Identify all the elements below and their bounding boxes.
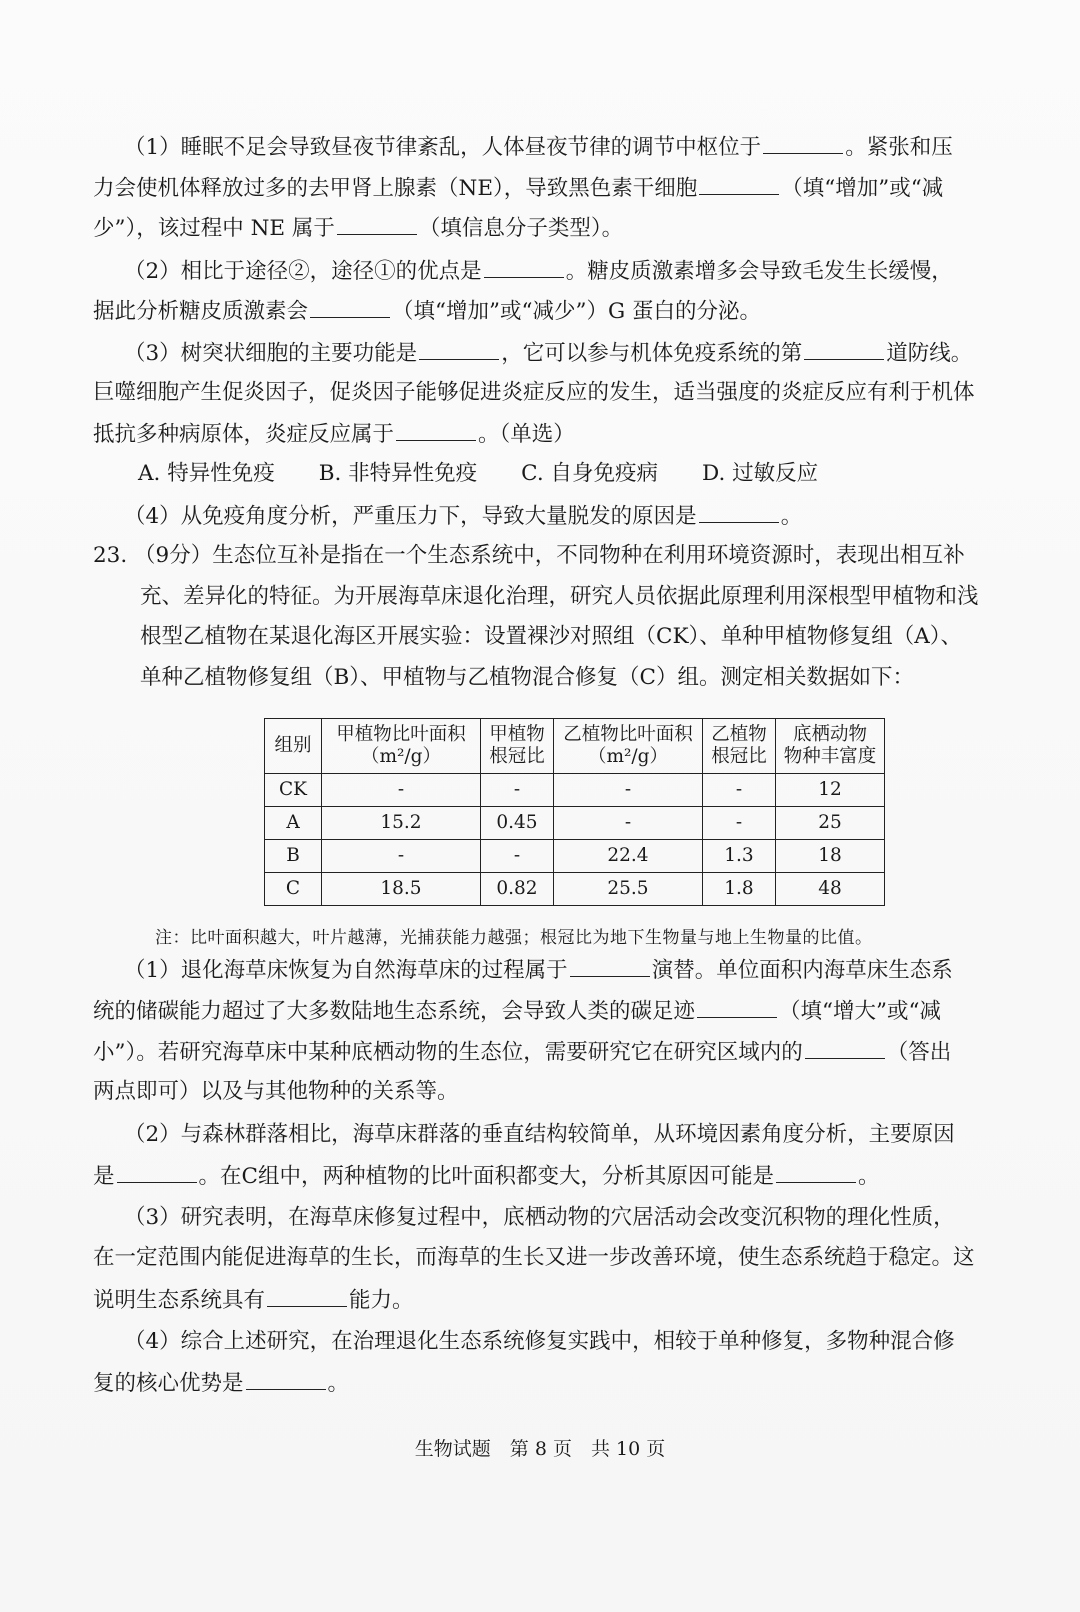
text: 演替。单位面积内海草床生态系 [651, 958, 953, 983]
table-cell: 1.8 [703, 873, 776, 906]
table-row [265, 840, 885, 873]
answer-blank[interactable] [310, 295, 390, 318]
option-b[interactable]: B. 非特异性免疫 [318, 461, 478, 486]
table-cell: 0.45 [481, 807, 554, 840]
header-a-sla [322, 719, 481, 774]
table-cell: B [265, 840, 322, 873]
text: 。 [327, 1371, 350, 1396]
table-cell: - [481, 840, 554, 873]
header-b-sla [554, 719, 703, 774]
text: 道防线。 [886, 341, 973, 366]
header-unit: （m²/g） [360, 746, 442, 767]
page-footer: 生物试题 第 8 页 共 10 页 [414, 1438, 666, 1460]
answer-blank[interactable] [396, 418, 476, 441]
q22-part1-line2 [93, 172, 985, 204]
text: 。在C组中，两种植物的比叶面积都变大，分析其原因可能是 [198, 1164, 774, 1189]
q23-stem-line3: 根型乙植物在某退化海区开展实验：设置裸沙对照组（CK）、单种甲植物修复组（A）、 [140, 624, 963, 649]
text: 。 [857, 1164, 880, 1189]
text: 力会使机体释放过多的去甲肾上腺素（NE），导致黑色素干细胞 [93, 176, 698, 201]
table-cell: - [554, 774, 703, 807]
text: （3）树突状细胞的主要功能是 [124, 341, 418, 366]
table-cell: 0.82 [481, 873, 554, 906]
q22-part1-line1 [124, 131, 985, 163]
table-cell: - [322, 774, 481, 807]
text: 复的核心优势是 [93, 1371, 244, 1396]
data-table [264, 718, 885, 906]
answer-blank[interactable] [776, 1160, 856, 1183]
header-benthic-richness [776, 719, 885, 774]
text: （填“增加”或“减少”）G 蛋白的分泌。 [392, 299, 761, 324]
answer-blank[interactable] [117, 1160, 197, 1183]
answer-blank[interactable] [699, 172, 779, 195]
answer-blank[interactable] [805, 1036, 885, 1059]
option-a[interactable]: A. 特异性免疫 [138, 461, 275, 486]
answer-blank[interactable] [763, 131, 843, 154]
answer-blank[interactable] [419, 337, 499, 360]
header-text: 底栖动物 [792, 724, 867, 745]
q23-part2-line2 [93, 1160, 985, 1192]
table-cell: - [481, 774, 554, 807]
table-cell: - [703, 807, 776, 840]
q23-part4-line1: （4）综合上述研究，在治理退化生态系统修复实践中，相较于单种修复，多物种混合修 [124, 1329, 955, 1354]
table-cell: 25.5 [554, 873, 703, 906]
text: （答出 [886, 1040, 952, 1065]
q23-stem-line4: 单种乙植物修复组（B）、甲植物与乙植物混合修复（C）组。测定相关数据如下： [140, 665, 915, 690]
text: 少”），该过程中 NE 属于 [93, 216, 335, 241]
q22-part2-line1 [124, 255, 985, 287]
text: 。 [780, 504, 803, 529]
q22-part2-line2 [93, 295, 985, 327]
table-cell: 18 [776, 840, 885, 873]
text: （1）睡眠不足会导致昼夜节律紊乱，人体昼夜节律的调节中枢位于 [124, 135, 762, 160]
table-cell: C [265, 873, 322, 906]
table-cell: - [322, 840, 481, 873]
table-cell: 1.3 [703, 840, 776, 873]
table-note: 注：比叶面积越大，叶片越薄，光捕获能力越强；根冠比为地下生物量与地上生物量的比值。 [155, 928, 873, 948]
option-c[interactable]: C. 自身免疫病 [521, 461, 659, 486]
answer-blank[interactable] [267, 1284, 347, 1307]
header-text: 甲植物比叶面积 [336, 724, 466, 745]
table-cell: 48 [776, 873, 885, 906]
q23-stem-line2: 充、差异化的特征。为开展海草床退化治理，研究人员依据此原理利用深根型甲植物和浅 [140, 584, 979, 609]
header-a-root-shoot [481, 719, 554, 774]
text: ，它可以参与机体免疫系统的第 [501, 341, 803, 366]
table-header-row [265, 719, 885, 774]
text: （填“增大”或“减 [779, 999, 941, 1024]
text: （填“增加”或“减 [781, 176, 944, 201]
answer-blank[interactable] [337, 212, 417, 235]
table-cell: 22.4 [554, 840, 703, 873]
table-row [265, 873, 885, 906]
text: （填信息分子类型）。 [418, 216, 624, 241]
table-cell: 12 [776, 774, 885, 807]
header-text: 根冠比 [489, 746, 545, 767]
text: 抵抗多种病原体，炎症反应属于 [93, 422, 395, 447]
option-d[interactable]: D. 过敏反应 [702, 461, 819, 486]
q23-part3-line1: （3）研究表明，在海草床修复过程中，底栖动物的穴居活动会改变沉积物的理化性质， [124, 1205, 955, 1230]
q22-part3-line3 [93, 418, 985, 450]
answer-blank[interactable] [699, 500, 779, 523]
header-unit: （m²/g） [587, 746, 669, 767]
answer-blank[interactable] [697, 995, 777, 1018]
q23-part1-line2 [93, 995, 985, 1027]
header-text: 甲植物 [489, 724, 545, 745]
q23-part3-line2: 在一定范围内能促进海草的生长，而海草的生长又进一步改善环境，使生态系统趋于稳定。这 [93, 1245, 975, 1270]
header-group: 组别 [265, 719, 322, 774]
answer-blank[interactable] [570, 954, 650, 977]
header-text: 根冠比 [711, 746, 767, 767]
header-text: 乙植物 [711, 724, 767, 745]
header-text: 物种丰富度 [783, 746, 877, 767]
answer-blank[interactable] [804, 337, 884, 360]
table-cell: - [703, 774, 776, 807]
text: 据此分析糖皮质激素会 [93, 299, 309, 324]
text: 。紧张和压 [845, 135, 953, 160]
q23-part1-line4: 两点即可）以及与其他物种的关系等。 [93, 1079, 459, 1104]
text: 统的储碳能力超过了大多数陆地生态系统，会导致人类的碳足迹 [93, 999, 696, 1024]
q23-part1-line1 [124, 954, 985, 986]
text: 小”）。若研究海草床中某种底栖动物的生态位，需要研究它在研究区域内的 [93, 1040, 803, 1065]
q22-part4 [124, 500, 985, 532]
table-cell: 15.2 [322, 807, 481, 840]
text: 。（单选） [478, 422, 575, 447]
table-cell: A [265, 807, 322, 840]
answer-blank[interactable] [246, 1367, 326, 1390]
q22-part3-line1 [124, 337, 985, 369]
table-row [265, 807, 885, 840]
table-cell: CK [265, 774, 322, 807]
q23-part3-line3 [93, 1284, 985, 1316]
q23-part1-line3 [93, 1036, 985, 1068]
text: 是 [93, 1164, 115, 1189]
q22-part3-line2: 巨噬细胞产生促炎因子，促炎因子能够促进炎症反应的发生，适当强度的炎症反应有利于机体 [93, 380, 975, 405]
text: 说明生态系统具有 [93, 1288, 266, 1313]
q23-stem-line1: 23. （9分）生态位互补是指在一个生态系统中，不同物种在利用环境资源时，表现出相互补 [93, 543, 965, 568]
q23-part2-line1: （2）与森林群落相比，海草床群落的垂直结构较简单，从环境因素角度分析，主要原因 [124, 1122, 955, 1147]
header-text: 乙植物比叶面积 [563, 724, 693, 745]
q23-part4-line2 [93, 1367, 985, 1399]
table-cell: 25 [776, 807, 885, 840]
text: （1）退化海草床恢复为自然海草床的过程属于 [124, 958, 568, 983]
answer-blank[interactable] [484, 255, 564, 278]
header-b-root-shoot [703, 719, 776, 774]
text: （2）相比于途径②，途径①的优点是 [124, 259, 482, 284]
text: （4）从免疫角度分析，严重压力下，导致大量脱发的原因是 [124, 504, 697, 529]
table-cell: - [554, 807, 703, 840]
text: 。糖皮质激素增多会导致毛发生长缓慢， [565, 259, 953, 284]
q22-part1-line3 [93, 212, 985, 244]
table-cell: 18.5 [322, 873, 481, 906]
text: 能力。 [349, 1288, 414, 1313]
table-row [265, 774, 885, 807]
q22-options [138, 459, 985, 489]
